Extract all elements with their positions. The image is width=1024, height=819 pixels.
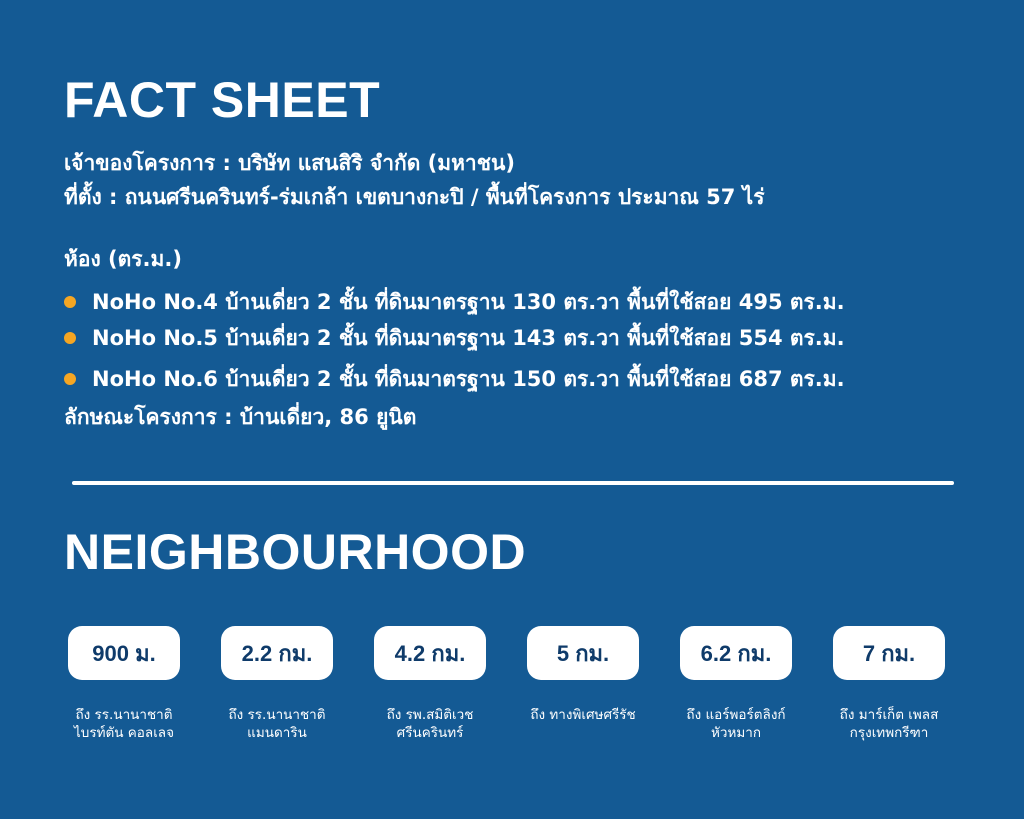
room-item-text: NoHo No.5 บ้านเดี่ยว 2 ชั้น ที่ดินมาตรฐาน 143 ตร.วา พื้นที่ใช้สอย 554 ตร.ม. <box>92 326 845 350</box>
neighbourhood-title: NEIGHBOURHOOD <box>64 524 527 580</box>
destination-label <box>355 706 505 742</box>
distance-badge: 7 กม. <box>833 626 945 680</box>
room-item <box>64 321 845 355</box>
section-divider <box>72 481 954 485</box>
destination-line: ถึง รพ.สมิติเวช <box>386 707 474 723</box>
room-item-text: NoHo No.6 บ้านเดี่ยว 2 ชั้น ที่ดินมาตรฐาน 150 ตร.วา พื้นที่ใช้สอย 687 ตร.ม. <box>92 367 845 391</box>
destination-label <box>508 706 658 724</box>
bullet-dot-icon <box>64 296 76 308</box>
distance-badge: 900 ม. <box>68 626 180 680</box>
project-type-line: ลักษณะโครงการ : บ้านเดี่ยว, 86 ยูนิต <box>64 405 417 429</box>
neighbourhood-place <box>374 626 486 742</box>
destination-line: หัวหมาก <box>710 725 762 741</box>
destination-line: ถึง รร.นานาชาติ <box>75 707 173 723</box>
distance-badge: 6.2 กม. <box>680 626 792 680</box>
neighbourhood-place <box>680 626 792 742</box>
neighbourhood-place <box>527 626 639 724</box>
room-item <box>64 362 845 396</box>
destination-line: ไบรท์ตัน คอลเลจ <box>73 725 174 741</box>
distance-badge: 4.2 กม. <box>374 626 486 680</box>
distance-badge: 5 กม. <box>527 626 639 680</box>
destination-label <box>49 706 199 742</box>
fact-sheet-title: FACT SHEET <box>64 72 381 128</box>
destination-line: ถึง มาร์เก็ต เพลส <box>839 707 939 723</box>
destination-label <box>661 706 811 742</box>
destination-label <box>814 706 964 742</box>
destination-line: แมนดาริน <box>247 725 307 741</box>
destination-line: ถึง แอร์พอร์ตลิงก์ <box>686 707 786 723</box>
neighbourhood-place <box>221 626 333 742</box>
bullet-dot-icon <box>64 373 76 385</box>
neighbourhood-place <box>68 626 180 742</box>
project-owner-line: เจ้าของโครงการ : บริษัท แสนสิริ จำกัด (มหาชน) <box>64 151 515 175</box>
destination-line: ศรีนครินทร์ <box>396 725 464 741</box>
destination-line: กรุงเทพกรีฑา <box>849 725 929 741</box>
destination-line: ถึง ทางพิเศษศรีรัช <box>530 707 636 723</box>
destination-label <box>202 706 352 742</box>
neighbourhood-place <box>833 626 945 742</box>
rooms-heading: ห้อง (ตร.ม.) <box>64 247 182 271</box>
room-item <box>64 285 845 319</box>
room-item-text: NoHo No.4 บ้านเดี่ยว 2 ชั้น ที่ดินมาตรฐาน 130 ตร.วา พื้นที่ใช้สอย 495 ตร.ม. <box>92 290 845 314</box>
destination-line: ถึง รร.นานาชาติ <box>228 707 326 723</box>
distance-badge: 2.2 กม. <box>221 626 333 680</box>
project-location-line: ที่ตั้ง : ถนนศรีนครินทร์-ร่มเกล้า เขตบางกะปิ / พื้นที่โครงการ ประมาณ 57 ไร่ <box>64 185 765 209</box>
bullet-dot-icon <box>64 332 76 344</box>
